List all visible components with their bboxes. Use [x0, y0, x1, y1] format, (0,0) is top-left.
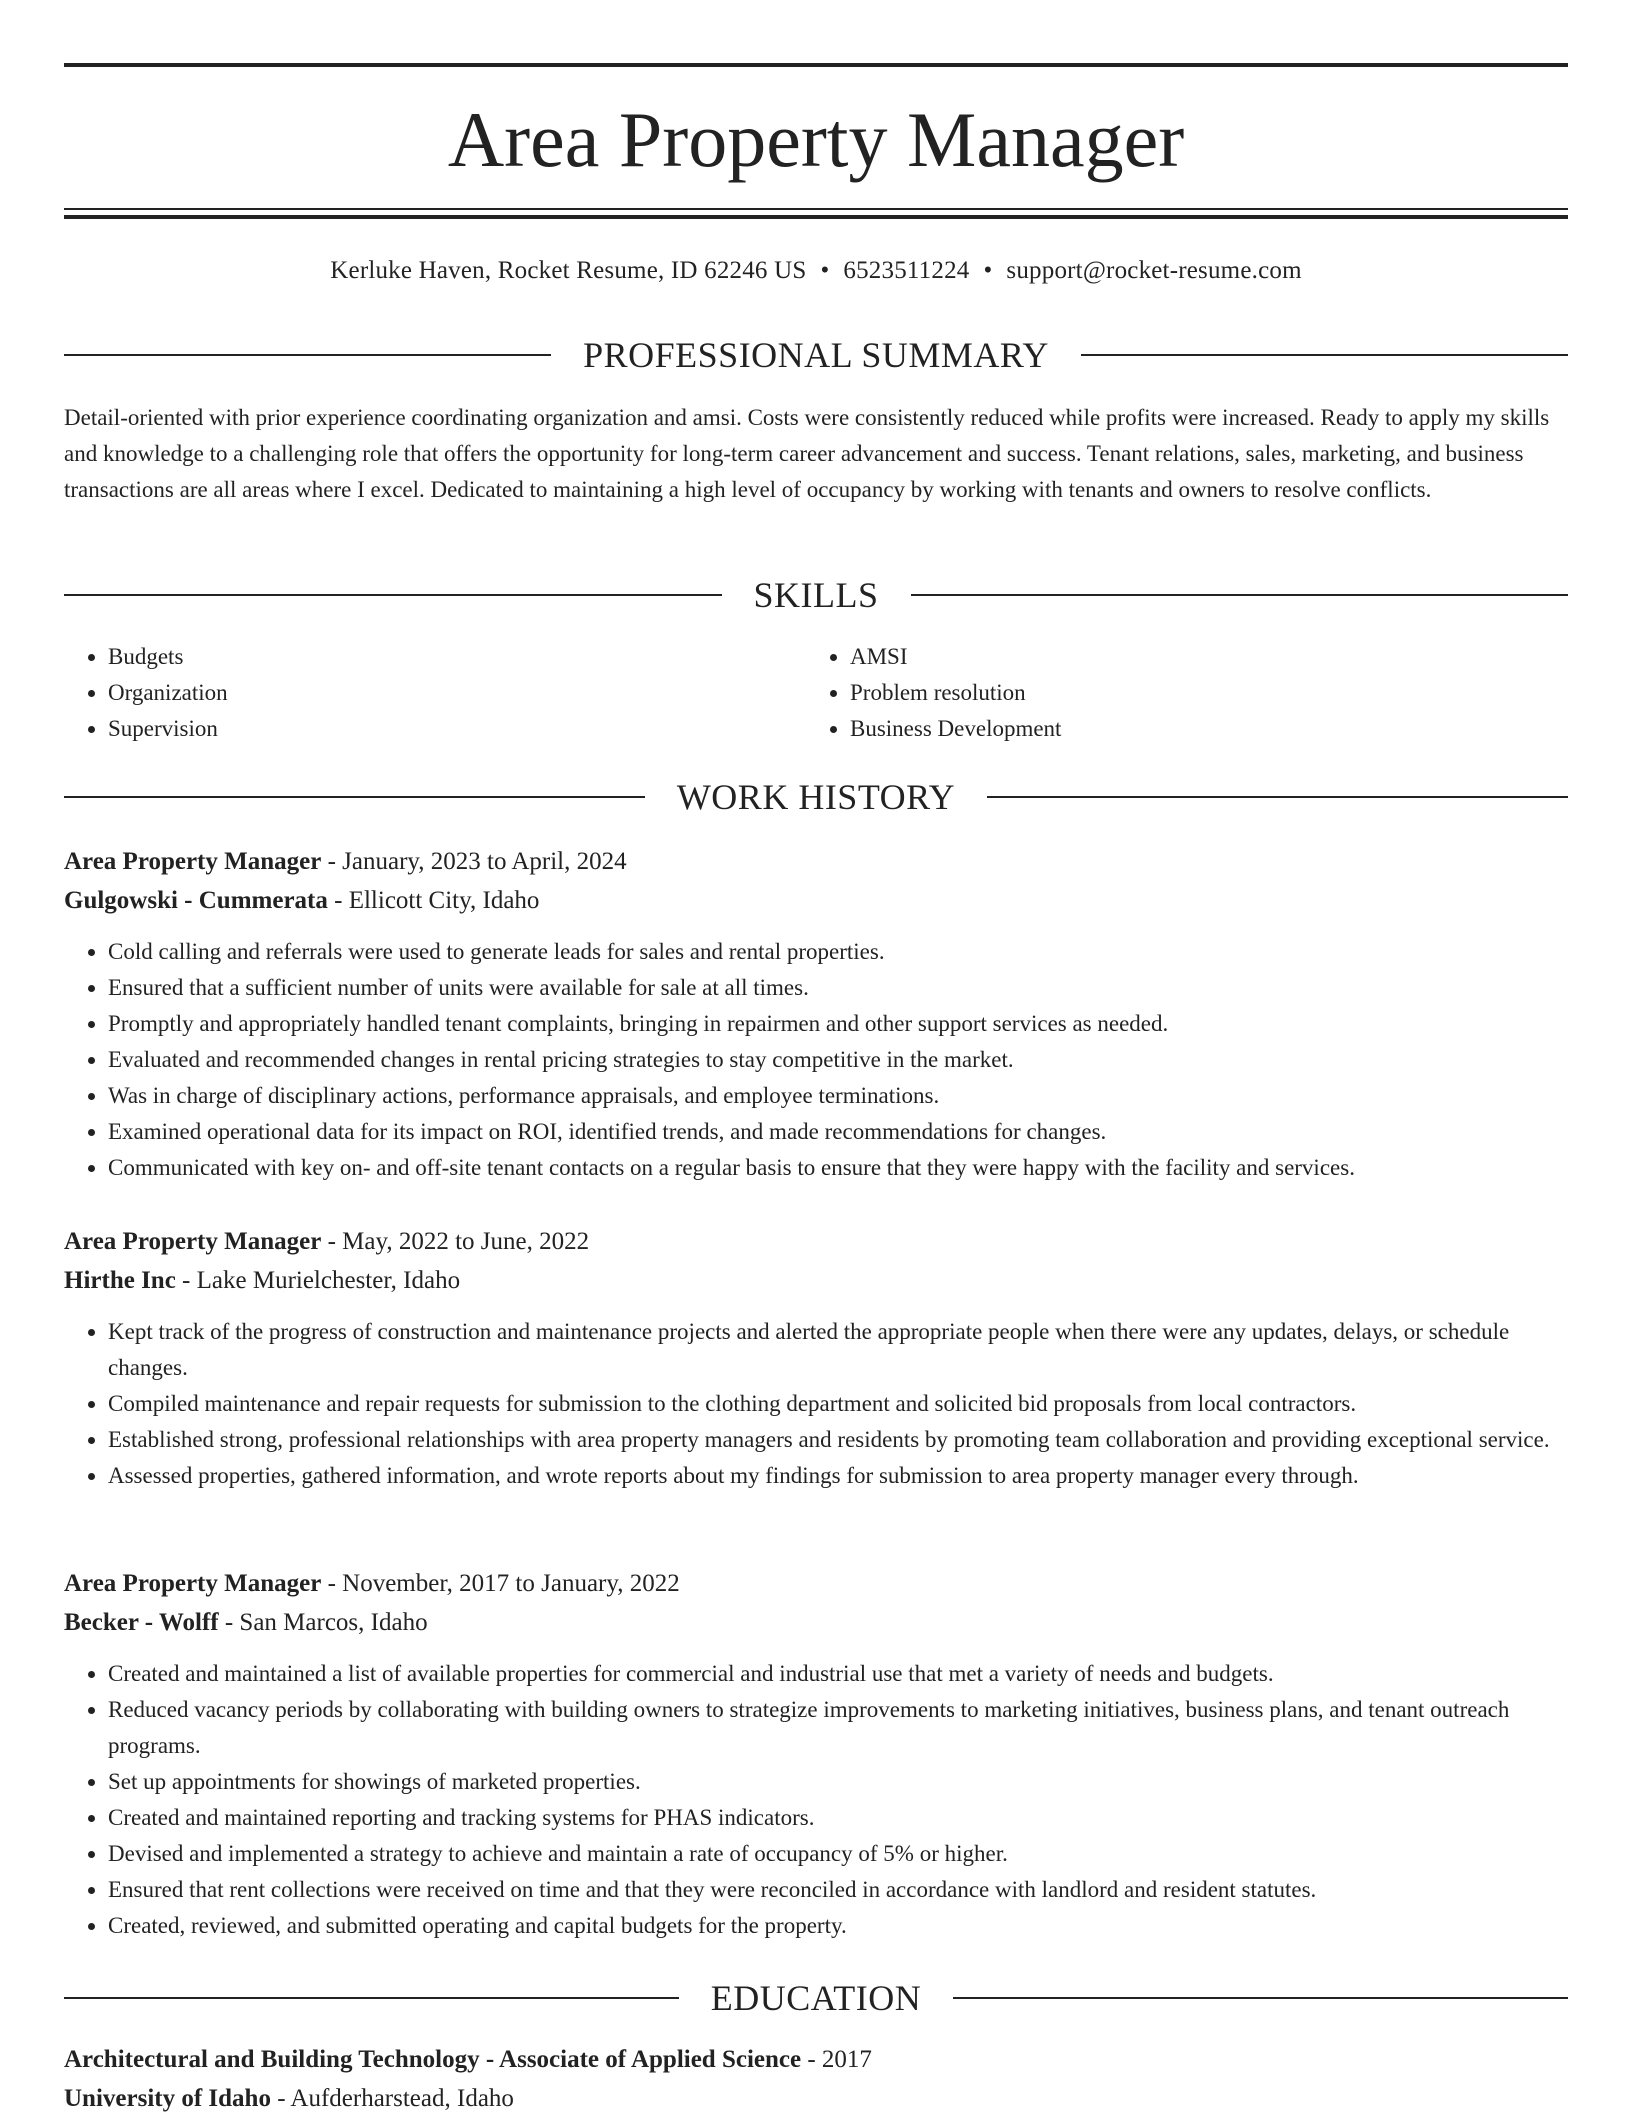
job-location: - San Marcos, Idaho — [218, 1609, 428, 1636]
job-bullets — [64, 1314, 1568, 1494]
heading-rule — [64, 354, 551, 356]
separator-dot: • — [983, 257, 993, 284]
contact-email: support@rocket-resume.com — [1006, 257, 1302, 284]
job-company: Gulgowski - Cummerata — [64, 887, 328, 914]
job-bullet: • Kept track of the progress of construction and maintenance projects and alerted the appropriate people when there were any updates, delays, or schedule changes. — [108, 1314, 1568, 1386]
job-title-line — [64, 1222, 1568, 1261]
job-dates: - January, 2023 to April, 2024 — [321, 848, 627, 875]
heading-rule — [64, 796, 645, 798]
education-degree-line — [64, 2040, 1568, 2079]
job-bullet: • Cold calling and referrals were used to generate leads for sales and rental properties. — [108, 934, 1568, 970]
education-degree: Architectural and Building Technology - Associate of Applied Science — [64, 2046, 802, 2073]
skill-item: • Budgets — [108, 639, 806, 675]
heading-rule — [953, 1997, 1568, 1999]
education-entry — [64, 2040, 1568, 2118]
title-rule-thick — [64, 215, 1568, 219]
skills-column-left — [64, 639, 806, 747]
heading-rule — [64, 1997, 679, 1999]
job-company-line — [64, 881, 1568, 920]
heading-rule — [911, 594, 1569, 596]
work-history-heading — [64, 775, 1568, 819]
job-bullet: • Reduced vacancy periods by collaborating with building owners to strategize improvements to marketing initiatives, business plans, and tenant outreach programs. — [108, 1692, 1568, 1764]
job-entry — [64, 842, 1568, 1186]
education-heading-text: EDUCATION — [710, 1978, 922, 2018]
job-company: Becker - Wolff — [64, 1609, 219, 1636]
job-bullets — [64, 1656, 1568, 1944]
education-school-line — [64, 2079, 1568, 2118]
work-history-heading-text: WORK HISTORY — [676, 777, 956, 817]
job-company-line — [64, 1603, 1568, 1642]
job-bullet: • Examined operational data for its impact on ROI, identified trends, and made recommendations for changes. — [108, 1114, 1568, 1150]
skill-item: • Supervision — [108, 711, 806, 747]
job-title-line — [64, 842, 1568, 881]
job-dates: - November, 2017 to January, 2022 — [321, 1570, 680, 1597]
job-title: Area Property Manager — [64, 1228, 322, 1255]
summary-heading — [64, 333, 1568, 377]
contact-address: Kerluke Haven, Rocket Resume, ID 62246 US — [330, 257, 807, 284]
education-year: - 2017 — [801, 2046, 872, 2073]
job-bullet: • Devised and implemented a strategy to achieve and maintain a rate of occupancy of 5% or higher. — [108, 1836, 1568, 1872]
contact-line — [64, 254, 1568, 288]
job-bullet: • Established strong, professional relationships with area property managers and residents by promoting team collaboration and providing exceptional service. — [108, 1422, 1568, 1458]
page-title: Area Property Manager — [447, 96, 1185, 183]
job-bullet: • Set up appointments for showings of marketed properties. — [108, 1764, 1568, 1800]
job-bullet: • Ensured that a sufficient number of units were available for sale at all times. — [108, 970, 1568, 1006]
top-rule — [64, 63, 1568, 67]
summary-heading-text: PROFESSIONAL SUMMARY — [583, 335, 1049, 375]
job-bullet: • Evaluated and recommended changes in rental pricing strategies to stay competitive in the market. — [108, 1042, 1568, 1078]
title-rule-thin — [64, 208, 1568, 210]
skill-item: • AMSI — [850, 639, 1548, 675]
job-bullet: • Promptly and appropriately handled tenant complaints, bringing in repairmen and other support services as needed. — [108, 1006, 1568, 1042]
job-bullet: • Assessed properties, gathered information, and wrote reports about my findings for submission to area property manager every through. — [108, 1458, 1568, 1494]
skill-item: • Problem resolution — [850, 675, 1548, 711]
job-bullet: • Compiled maintenance and repair requests for submission to the clothing department and solicited bid proposals from local contractors. — [108, 1386, 1568, 1422]
skills-column-right — [806, 639, 1548, 747]
job-entry — [64, 1222, 1568, 1494]
job-bullet: • Created and maintained reporting and tracking systems for PHAS indicators. — [108, 1800, 1568, 1836]
job-company-line — [64, 1261, 1568, 1300]
heading-rule — [1081, 354, 1568, 356]
job-title-line — [64, 1564, 1568, 1603]
contact-phone: 6523511224 — [843, 257, 970, 284]
job-bullet: • Ensured that rent collections were received on time and that they were reconciled in accordance with landlord and resident statutes. — [108, 1872, 1568, 1908]
job-company: Hirthe Inc — [64, 1267, 176, 1294]
job-location: - Lake Murielchester, Idaho — [175, 1267, 461, 1294]
job-bullet: • Created and maintained a list of available properties for commercial and industrial use that met a variety of needs and budgets. — [108, 1656, 1568, 1692]
job-bullets — [64, 934, 1568, 1186]
education-heading — [64, 1976, 1568, 2020]
heading-rule — [64, 594, 722, 596]
job-bullet: • Created, reviewed, and submitted operating and capital budgets for the property. — [108, 1908, 1568, 1944]
separator-dot: • — [820, 257, 830, 284]
job-entry — [64, 1564, 1568, 1944]
skills-list — [64, 639, 1568, 747]
skill-item: • Business Development — [850, 711, 1548, 747]
job-bullet: • Was in charge of disciplinary actions, performance appraisals, and employee terminations. — [108, 1078, 1568, 1114]
summary-text: Detail-oriented with prior experience coordinating organization and amsi. Costs were consistently reduced while profits were increased. Ready to apply my skills and knowledge to a challenging role that offers the opportunity for long-term career advancement and success. Tenant relations, sales, marketing, and business transactions are all areas where I excel. Dedicated to maintaining a high level of occupancy by working with tenants and owners to resolve conflicts. — [64, 405, 1550, 502]
job-title: Area Property Manager — [64, 1570, 322, 1597]
education-school: University of Idaho — [64, 2085, 271, 2112]
skill-item: • Organization — [108, 675, 806, 711]
skills-heading-text: SKILLS — [753, 575, 879, 615]
job-bullet: • Communicated with key on- and off-site tenant contacts on a regular basis to ensure that they were happy with the facility and services. — [108, 1150, 1568, 1186]
heading-rule — [987, 796, 1568, 798]
education-location: - Aufderharstead, Idaho — [270, 2085, 514, 2112]
job-dates: - May, 2022 to June, 2022 — [321, 1228, 590, 1255]
skills-heading — [64, 573, 1568, 617]
job-location: - Ellicott City, Idaho — [327, 887, 540, 914]
job-title: Area Property Manager — [64, 848, 322, 875]
